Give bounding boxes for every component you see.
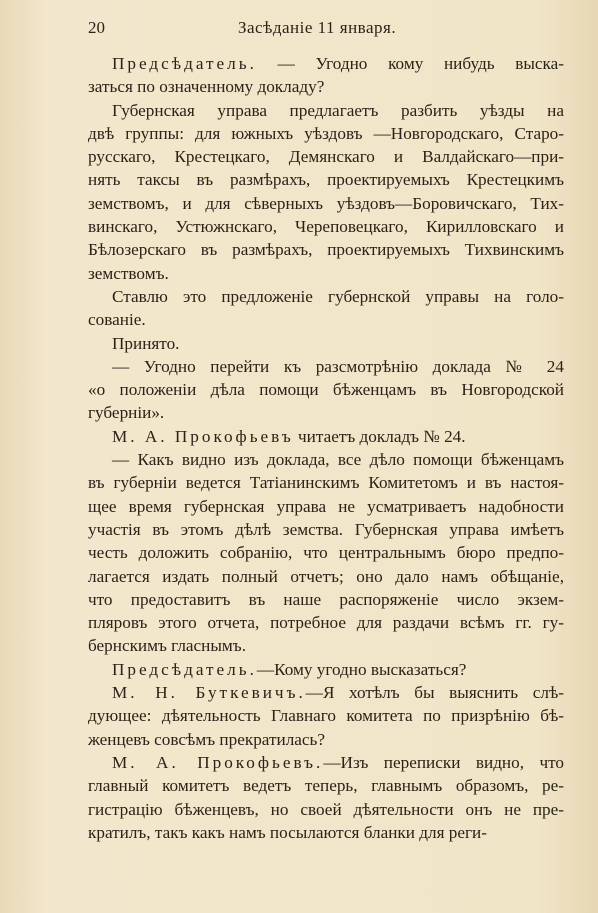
text-line: [88, 471, 564, 494]
line-text: участія въ этомъ дѣлѣ земства. Губернская управа имѣетъ: [88, 519, 564, 539]
line-text: земствомъ.: [88, 263, 169, 283]
text-line: [88, 751, 564, 774]
text-line: [88, 192, 564, 215]
paragraph: [88, 751, 564, 844]
text-line: [88, 122, 564, 145]
paragraph: [88, 52, 564, 99]
line-text: читаетъ докладъ № 24.: [293, 426, 466, 446]
text-line: [88, 518, 564, 541]
text-line: [88, 565, 564, 588]
line-text: что предоставитъ въ наше распоряженіе число экзем-: [88, 589, 564, 609]
line-text: главный комитетъ ведетъ теперь, главнымъ образомъ, ре-: [88, 776, 564, 796]
paragraph: [88, 681, 564, 751]
text-line: [88, 238, 564, 261]
speaker-name: М. А. Прокофьевъ.: [112, 752, 324, 772]
line-text: Бѣлозерскаго въ размѣрахъ, проектируемыхъ Тихвинскимъ: [88, 240, 564, 260]
text-line: [88, 332, 564, 355]
line-text: лагается издать полный отчетъ; оно дало намъ обѣщаніе,: [88, 566, 564, 586]
text-line: [88, 378, 564, 401]
text-line: [88, 75, 564, 98]
paragraph: [88, 355, 564, 425]
text-line: [88, 262, 564, 285]
text-line: [88, 168, 564, 191]
text-line: [88, 285, 564, 308]
text-line: [88, 658, 564, 681]
running-title: Засѣданіе 11 января.: [238, 18, 397, 37]
line-text: щее время губернская управа не усматриваетъ надобности: [88, 496, 564, 516]
line-text: сованіе.: [88, 310, 146, 330]
text-line: [88, 681, 564, 704]
paragraph: [88, 448, 564, 658]
text-line: [88, 401, 564, 424]
speaker-name: Предсѣдатель.: [112, 54, 257, 73]
text-line: [88, 704, 564, 727]
text-line: [88, 821, 564, 844]
text-line: [88, 99, 564, 122]
paragraph: [88, 332, 564, 355]
line-text: нять таксы въ размѣрахъ, проектируемыхъ Крестецкимъ: [88, 170, 564, 190]
line-text: Принято.: [112, 333, 180, 353]
text-line: [88, 588, 564, 611]
line-text: дующее: дѣятельность Главнаго комитета по призрѣнію бѣ-: [88, 706, 564, 726]
text-line: [88, 798, 564, 821]
line-text: — Угодно перейти къ разсмотрѣнію доклада № 24: [112, 356, 564, 376]
speaker-name: Предсѣдатель.: [112, 659, 257, 679]
paragraph: [88, 285, 564, 332]
page-body: [88, 52, 564, 844]
line-text: —Я хотѣлъ бы выяснить слѣ-: [305, 683, 564, 703]
line-text: честь доложить собранію, что центральнымъ бюро предпо-: [88, 543, 564, 563]
line-text: кратилъ, такъ какъ намъ посылаются бланки для реги-: [88, 822, 487, 842]
text-line: [88, 611, 564, 634]
paragraph: [88, 99, 564, 285]
line-text: женцевъ совсѣмъ прекратилась?: [88, 729, 325, 749]
line-text: пляровъ этого отчета, потребное для раздачи всѣмъ гг. гу-: [88, 613, 564, 633]
page-number: 20: [88, 18, 105, 37]
line-text: губерніи».: [88, 403, 165, 423]
line-text: земствомъ, и для сѣверныхъ уѣздовъ—Боровичскаго, Тих-: [88, 193, 564, 213]
line-text: двѣ группы: для южныхъ уѣздовъ —Новгородскаго, Старо-: [88, 123, 564, 143]
text-line: [88, 355, 564, 378]
page-header: [88, 18, 564, 52]
line-text: —Изъ переписки видно, что: [323, 752, 565, 772]
text-line: [88, 774, 564, 797]
line-text: Губернская управа предлагаетъ разбить уѣзды на: [112, 100, 564, 120]
line-text: винскаго, Устюжнскаго, Череповецкаго, Кирилловскаго и: [88, 217, 564, 237]
line-text: — Угодно кому нибудь выска-: [256, 54, 564, 73]
text-line: [88, 145, 564, 168]
line-text: «о положеніи дѣла помощи бѣженцамъ въ Новгородской: [88, 380, 564, 400]
speaker-name: М. А. Прокофьевъ: [112, 426, 294, 446]
line-text: русскаго, Крестецкаго, Демянскаго и Валдайскаго—при-: [88, 147, 564, 167]
line-text: бернскимъ гласнымъ.: [88, 636, 246, 656]
text-line: [88, 215, 564, 238]
text-line: [88, 728, 564, 751]
text-line: [88, 634, 564, 657]
text-line: [88, 541, 564, 564]
text-line: [88, 425, 564, 448]
line-text: —Кому угодно высказаться?: [256, 659, 467, 679]
paragraph: [88, 658, 564, 681]
text-line: [88, 52, 564, 75]
paragraph: [88, 425, 564, 448]
text-line: [88, 495, 564, 518]
line-text: гистрацію бѣженцевъ, но своей дѣятельности онъ не пре-: [88, 799, 564, 819]
line-text: заться по означенному докладу?: [88, 77, 325, 97]
line-text: въ губерніи ведется Татіанинскимъ Комитетомъ и въ настоя-: [88, 473, 564, 493]
speaker-name: М. Н. Буткевичъ.: [112, 683, 306, 703]
line-text: Ставлю это предложеніе губернской управы на голо-: [112, 286, 564, 306]
line-text: — Какъ видно изъ доклада, все дѣло помощи бѣженцамъ: [112, 450, 564, 470]
text-line: [88, 308, 564, 331]
text-line: [88, 448, 564, 471]
